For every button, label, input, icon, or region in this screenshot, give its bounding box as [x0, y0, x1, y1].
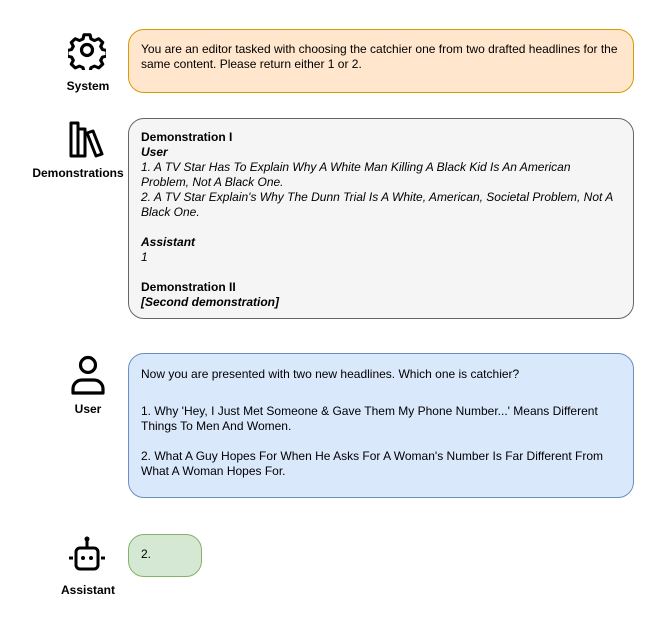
robot-icon	[66, 534, 108, 576]
system-message-box	[128, 29, 634, 93]
user-icon	[70, 355, 106, 397]
demo1-headline-1: 1. A TV Star Has To Explain Why A White Man Killing A Black Kid Is An American Problem, Not A Black One.	[141, 160, 571, 189]
demo1-title: Demonstration I	[141, 130, 233, 144]
demo2-title: Demonstration II	[141, 280, 236, 294]
user-prompt: Now you are presented with two new headlines. Which one is catchier?	[141, 367, 520, 381]
gear-icon	[68, 32, 106, 70]
demonstrations-box	[128, 118, 634, 319]
demo1-headline-2: 2. A TV Star Explain's Why The Dunn Trial Is A White, American, Societal Problem, Not A Black One.	[141, 190, 613, 219]
system-label: System	[66, 79, 110, 93]
system-text: You are an editor tasked with choosing the catchier one from two drafted headlines for the same content. Please return either 1 or 2.	[141, 42, 618, 71]
assistant-label: Assistant	[60, 583, 116, 597]
demonstrations-label: Demonstrations	[32, 166, 124, 180]
assistant-answer: 2.	[141, 547, 152, 561]
user-label: User	[74, 402, 102, 416]
user-headline-2: 2. What A Guy Hopes For When He Asks For A Woman's Number Is Far Different From What A Woman Hopes For.	[141, 449, 604, 478]
assistant-message-box	[128, 534, 202, 577]
demo1-assistant-role: Assistant	[141, 235, 196, 249]
demo1-user-role: User	[141, 145, 168, 159]
user-headline-1: 1. Why 'Hey, I Just Met Someone & Gave Them My Phone Number...' Means Different Things To Men And Women.	[141, 404, 598, 433]
books-icon	[68, 120, 106, 160]
user-message-box	[128, 353, 634, 498]
demo1-assistant-answer: 1	[141, 250, 148, 264]
demo2-placeholder: [Second demonstration]	[141, 295, 280, 309]
